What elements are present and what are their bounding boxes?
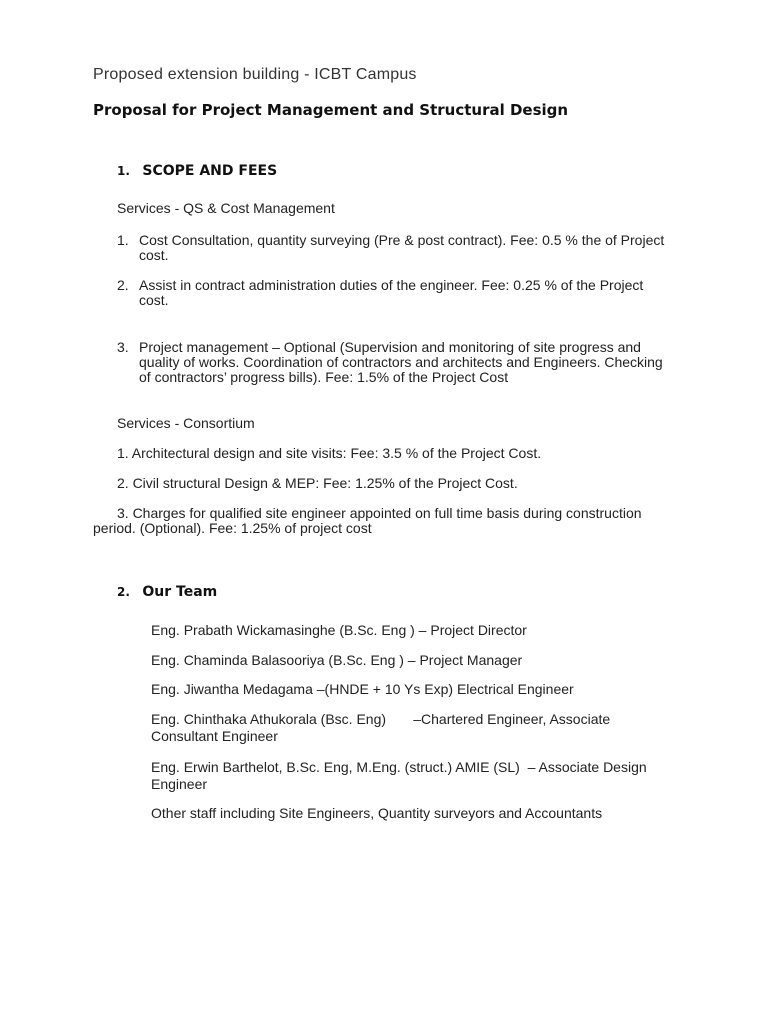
list-item-continuation: period. (Optional). Fee: 1.25% of project cost — [93, 520, 372, 536]
section-number: 1. — [117, 164, 130, 178]
consortium-services-heading: Services - Consortium — [117, 415, 255, 431]
list-number: 1. — [117, 232, 129, 248]
team-member: Eng. Jiwantha Medagama –(HNDE + 10 Ys Exp) Electrical Engineer — [151, 681, 574, 697]
section-title: Our Team — [142, 584, 218, 600]
list-text-line: Cost Consultation, quantity surveying (Pre & post contract). Fee: 0.5 % the of Project — [139, 232, 665, 248]
list-text-line: of contractors’ progress bills). Fee: 1.5% of the Project Cost — [139, 369, 509, 385]
list-item — [117, 277, 697, 311]
section-heading-team — [117, 583, 217, 601]
list-item — [117, 232, 697, 266]
section-number: 2. — [117, 585, 130, 599]
team-member: Eng. Prabath Wickamasinghe (B.Sc. Eng ) – Project Director — [151, 622, 527, 638]
team-member-line: Eng. Chinthaka Athukorala (Bsc. Eng) –Chartered Engineer, Associate — [151, 711, 611, 727]
team-member — [151, 759, 647, 792]
section-heading-scope — [117, 162, 277, 180]
team-member — [151, 711, 610, 744]
team-member-line: Engineer — [151, 776, 208, 792]
list-text-line: cost. — [139, 292, 169, 308]
list-number: 3. — [117, 339, 129, 355]
list-text-line: Project management – Optional (Supervision and monitoring of site progress and — [139, 339, 641, 355]
list-item: 2. Civil structural Design & MEP: Fee: 1.25% of the Project Cost. — [117, 475, 518, 491]
list-item: 3. Charges for qualified site engineer appointed on full time basis during construction — [117, 505, 642, 521]
team-member: Other staff including Site Engineers, Quantity surveyors and Accountants — [151, 805, 603, 821]
qs-services-heading: Services - QS & Cost Management — [117, 200, 335, 216]
team-member-line: Eng. Erwin Barthelot, B.Sc. Eng, M.Eng. (struct.) AMIE (SL) – Associate Design — [151, 759, 647, 775]
document-title: Proposal for Project Management and Structural Design — [93, 101, 569, 119]
list-item — [117, 339, 697, 389]
document-subtitle: Proposed extension building - ICBT Campus — [93, 66, 417, 83]
list-text-line: Assist in contract administration duties of the engineer. Fee: 0.25 % of the Project — [139, 277, 644, 293]
list-text-line: quality of works. Coordination of contractors and architects and Engineers. Checking — [139, 354, 663, 370]
section-title: SCOPE AND FEES — [142, 163, 278, 179]
list-number: 2. — [117, 277, 129, 293]
team-member: Eng. Chaminda Balasooriya (B.Sc. Eng ) – Project Manager — [151, 652, 523, 668]
team-member-line: Consultant Engineer — [151, 728, 278, 744]
list-text-line: cost. — [139, 247, 169, 263]
list-item: 1. Architectural design and site visits: Fee: 3.5 % of the Project Cost. — [117, 445, 542, 461]
